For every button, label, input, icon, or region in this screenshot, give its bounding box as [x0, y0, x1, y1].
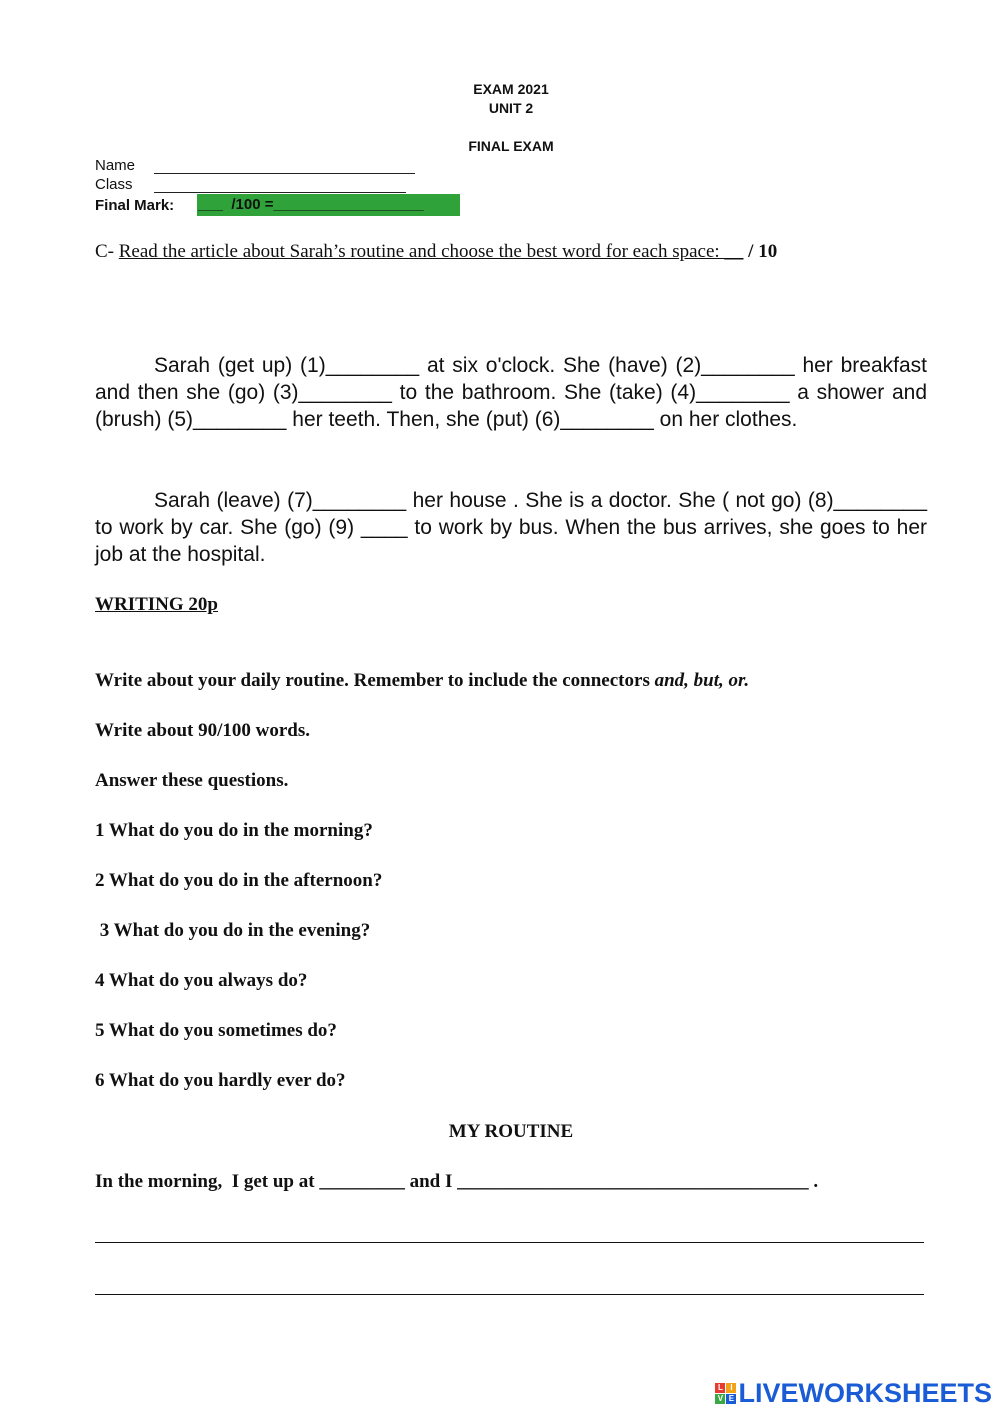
name-field[interactable] [154, 173, 415, 174]
class-field[interactable] [154, 192, 406, 193]
final-mark-field[interactable]: ___ /100 =__________________ [198, 196, 424, 213]
part-c-prefix: C- [95, 241, 119, 262]
liveworksheets-logo-icon: L I V E [715, 1383, 736, 1404]
writing-connectors: and, but, or. [654, 670, 750, 691]
liveworksheets-logo [715, 1378, 992, 1409]
name-label: Name [95, 157, 136, 174]
word-count-instruction: Write about 90/100 words. [95, 720, 310, 741]
unit-label: UNIT 2 [488, 100, 534, 116]
answer-instruction: Answer these questions. [95, 770, 289, 791]
exam-title: FINAL EXAM [468, 138, 554, 154]
class-label: Class [95, 176, 133, 193]
question-5: 5 What do you sometimes do? [95, 1020, 337, 1041]
routine-title: MY ROUTINE [448, 1121, 574, 1142]
question-6: 6 What do you hardly ever do? [95, 1070, 346, 1091]
question-4: 4 What do you always do? [95, 970, 308, 991]
writing-line-1[interactable] [95, 1242, 924, 1243]
writing-instruction-text: Write about your daily routine. Remember to include the connectors [95, 670, 655, 691]
part-c-score: / 10 [743, 241, 778, 262]
part-c-instruction [95, 241, 777, 263]
question-3: 3 What do you do in the evening? [95, 920, 371, 941]
writing-line-2[interactable] [95, 1294, 924, 1295]
part-c-text: Read the article about Sarah’s routine and choose the best word for each space: __ [118, 241, 744, 262]
question-2: 2 What do you do in the afternoon? [95, 870, 383, 891]
liveworksheets-logo-text: LIVEWORKSHEETS [738, 1378, 992, 1408]
question-1: 1 What do you do in the morning? [95, 820, 373, 841]
writing-heading: WRITING 20p [95, 594, 218, 615]
reading-paragraph-1: Sarah (get up) (1)________ at six o'clock. She (have) (2)________ her breakfast and then she (go) (3)________ to the bathroom. She (take) (4)________ a shower and (brush) (5)________ her teeth. Then, she (put) (6)________ on her clothes. [95, 354, 927, 431]
routine-starter-sentence[interactable]: In the morning, I get up at _________ and I _____________________________________ . [95, 1171, 819, 1192]
exam-year: EXAM 2021 [473, 81, 549, 97]
final-mark-label: Final Mark: [95, 197, 175, 214]
reading-paragraph-2: Sarah (leave) (7)________ her house . She is a doctor. She ( not go) (8)________ to work by car. She (go) (9) ____ to work by bus. When the bus arrives, she goes to her job at the hospital. [95, 489, 927, 566]
writing-instruction [95, 670, 749, 692]
